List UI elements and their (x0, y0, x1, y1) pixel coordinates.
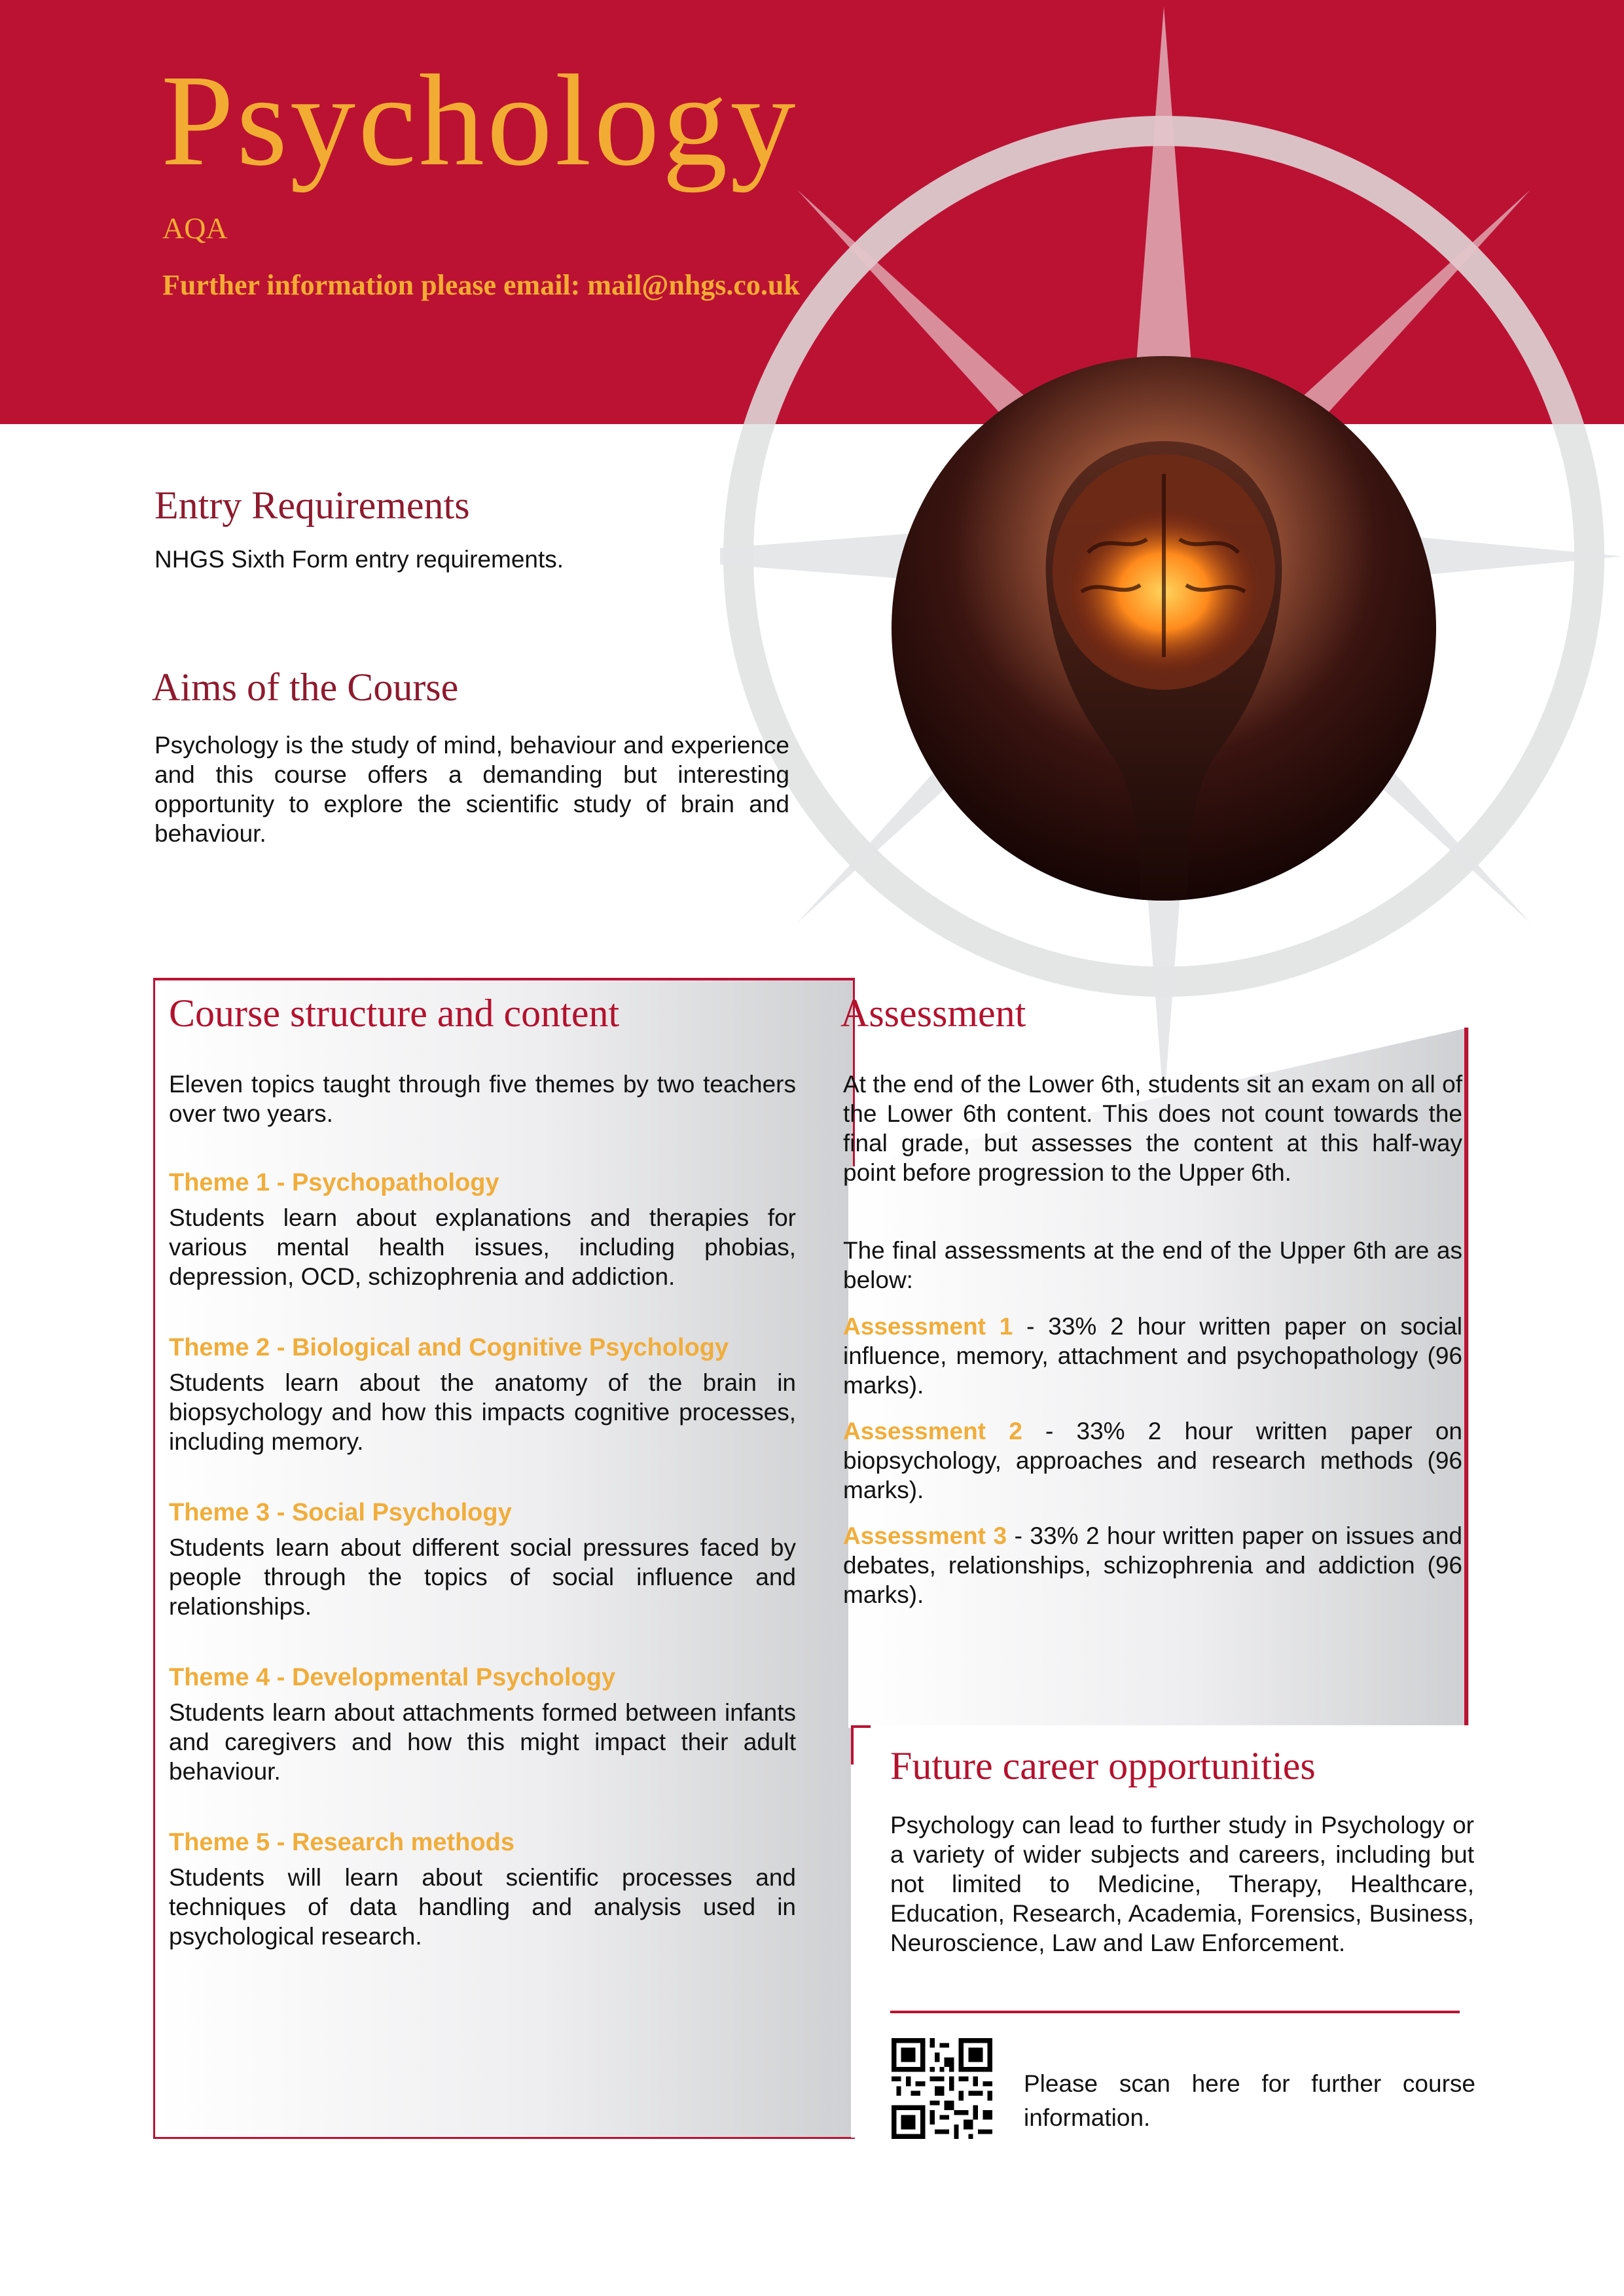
theme-text: Students learn about explanations and therapies for various mental health issues, including phobias, depression, OCD, schizophrenia and addiction. (169, 1204, 796, 1290)
assessment-item (843, 1521, 1462, 1609)
aims-text: Psychology is the study of mind, behaviour and experience and this course offers a demanding but interesting opportunity to explore the scientific study of brain and behaviour. (154, 732, 789, 847)
assessment-label: Assessment 2 (843, 1418, 1022, 1444)
brain-portrait-image (892, 356, 1436, 901)
exam-board: AQA (162, 211, 228, 245)
assessment-desc: - 33% 2 hour written paper on social influence, memory, attachment and psychopathology (96 marks). (843, 1313, 1462, 1399)
qr-caption: Please scan here for further course information. (1024, 2070, 1475, 2131)
assessment-heading: Assessment (840, 992, 1026, 1035)
theme-title: Theme 2 - Biological and Cognitive Psychology (169, 1334, 729, 1361)
assessment-panel-edge (1464, 1028, 1468, 1728)
assessment-desc: - 33% 2 hour written paper on biopsychology, approaches and research methods (96 marks). (843, 1418, 1462, 1503)
theme-text: Students learn about the anatomy of the brain in biopsychology and how this impacts cognitive processes, including memory. (169, 1369, 796, 1455)
careers-heading: Future career opportunities (890, 1744, 1316, 1787)
assessment-label: Assessment 1 (843, 1313, 1013, 1340)
assessment-intro: At the end of the Lower 6th, students sit an exam on all of the Lower 6th content. This does not count towards the final grade, but assesses the content at this half-way point before progression to the Upper 6th. (843, 1071, 1462, 1186)
theme-text: Students will learn about scientific processes and techniques of data handling and analysis used in psychological research. (169, 1864, 796, 1950)
theme-title: Theme 5 - Research methods (169, 1829, 514, 1856)
entry-requirements-text: NHGS Sixth Form entry requirements. (154, 546, 564, 573)
contact-email-line[interactable]: Further information please email: mail@nhgs.co.uk (162, 269, 800, 301)
career-box-corner (851, 1725, 871, 1765)
assessment-desc: - 33% 2 hour written paper on issues and debates, relationships, schizophrenia and addiction (96 marks). (843, 1522, 1462, 1608)
assessment-item (843, 1416, 1462, 1505)
assessment-label: Assessment 3 (843, 1522, 1007, 1549)
theme-text: Students learn about different social pressures faced by people through the topics of social influence and relationships. (169, 1534, 796, 1620)
aims-heading: Aims of the Course (152, 666, 459, 709)
career-divider (890, 2011, 1460, 2013)
theme-text: Students learn about attachments formed between infants and caregivers and how this might impact their adult behaviour. (169, 1699, 796, 1785)
assessment-final-note: The final assessments at the end of the Upper 6th are as below: (843, 1237, 1462, 1293)
theme-title: Theme 1 - Psychopathology (169, 1169, 499, 1196)
course-structure-heading: Course structure and content (169, 992, 620, 1035)
entry-requirements-heading: Entry Requirements (154, 484, 470, 527)
assessment-item (843, 1312, 1462, 1400)
theme-title: Theme 4 - Developmental Psychology (169, 1664, 616, 1691)
course-structure-intro: Eleven topics taught through five themes by two teachers over two years. (169, 1071, 796, 1127)
panel-divider (153, 978, 855, 980)
careers-text: Psychology can lead to further study in Psychology or a variety of wider subjects and careers, including but not limited to Medicine, Therapy, Healthcare, Education, Research, Academia, Forensics, Business, Neuroscience, Law and Law Enforcement. (890, 1812, 1474, 1956)
qr-code[interactable] (892, 2038, 992, 2139)
page-title: Psychology (161, 48, 799, 193)
theme-title: Theme 3 - Social Psychology (169, 1499, 512, 1526)
